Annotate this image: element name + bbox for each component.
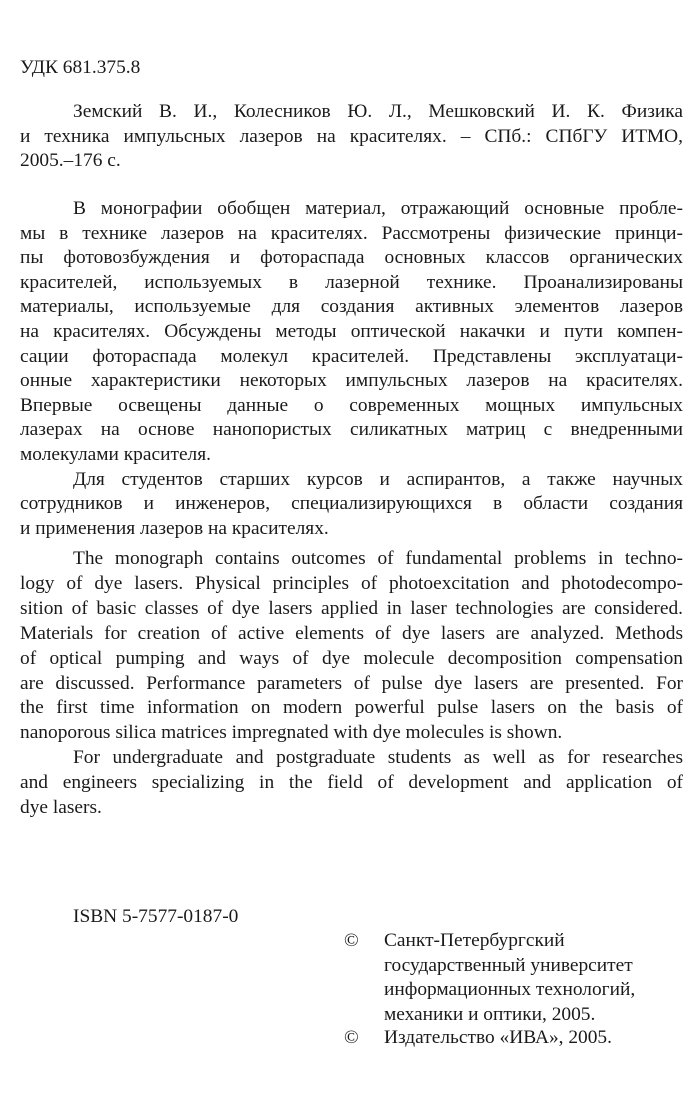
- text-line: sition of basic classes of dye lasers applied in laser technologies are considered.: [20, 597, 683, 619]
- udk-code: УДК 681.375.8: [20, 57, 141, 78]
- copyright-line: Санкт-Петербургский: [384, 930, 565, 951]
- text-line: и применения лазеров на красителях.: [20, 517, 329, 539]
- abstract-english: [20, 547, 683, 821]
- citation-line: 2005.–176 с.: [20, 150, 121, 171]
- text-line: сотрудников и инженеров, специализирующихся в области создания: [20, 493, 683, 515]
- text-line: The monograph contains outcomes of fundamental problems in techno-: [73, 548, 683, 569]
- copyright-holder: [384, 1026, 612, 1051]
- text-line: of optical pumping and ways of dye molecule decomposition compensation: [20, 647, 683, 669]
- text-line: For undergraduate and postgraduate students as well as for researches: [73, 747, 683, 769]
- citation-line: и техника импульсных лазеров на красителях. – СПб.: СПбГУ ИТМО,: [20, 125, 683, 147]
- copyright-holder: [384, 929, 635, 1027]
- copyright-icon: ©: [344, 1027, 359, 1048]
- text-line: красителей, используемых в лазерной технике. Проанализированы: [20, 271, 683, 293]
- text-line: logy of dye lasers. Physical principles of photoexcitation and photodecompo-: [20, 572, 683, 594]
- text-line: онные характеристики некоторых импульсных лазеров на красителях.: [20, 370, 683, 392]
- text-line: dye lasers.: [20, 797, 102, 819]
- abstract-en-paragraph-2: [20, 746, 683, 821]
- text-line: Materials for creation of active elements of dye lasers are analyzed. Methods: [20, 622, 683, 644]
- isbn-number: ISBN 5-7577-0187-0: [73, 906, 239, 927]
- copyright-line: государственный университет: [384, 954, 633, 976]
- text-line: лазерах на основе нанопористых силикатных матриц с внедренными: [20, 419, 683, 441]
- text-line: мы в технике лазеров на красителях. Рассмотрены физические принци-: [20, 222, 683, 244]
- text-line: the first time information on modern powerful pulse lasers on the basis of: [20, 697, 683, 719]
- abstract-en-paragraph-1: [20, 547, 683, 746]
- abstract-ru-paragraph-2: [20, 468, 683, 542]
- abstract-ru-paragraph-1: [20, 197, 683, 468]
- text-line: В монографии обобщен материал, отражающий основные пробле-: [73, 198, 683, 219]
- text-line: на красителях. Обсуждены методы оптической накачки и пути компен-: [20, 320, 683, 342]
- copyright-line: механики и оптики, 2005.: [384, 1003, 596, 1025]
- copyright-line: Издательство «ИВА», 2005.: [384, 1027, 612, 1048]
- abstract-russian: [20, 197, 683, 541]
- text-line: are discussed. Performance parameters of pulse dye lasers are presented. For: [20, 672, 683, 694]
- text-line: and engineers specializing in the field of development and application of: [20, 772, 683, 794]
- copyright-icon: ©: [344, 930, 359, 951]
- text-line: Впервые освещены данные о современных мощных импульсных: [20, 394, 683, 416]
- copyright-line: информационных технологий,: [384, 979, 636, 1000]
- text-line: молекулами красителя.: [20, 443, 211, 465]
- text-line: Для студентов старших курсов и аспирантов, а также научных: [73, 468, 683, 490]
- bibliographic-citation: [20, 100, 683, 174]
- citation-line: Земский В. И., Колесников Ю. Л., Мешковский И. К. Физика: [73, 101, 683, 122]
- text-line: пы фотовозбуждения и фотораспада основных классов органических: [20, 247, 683, 269]
- text-line: nanoporous silica matrices impregnated with dye molecules is shown.: [20, 722, 563, 744]
- text-line: сации фотораспада молекул красителей. Представлены эксплуатаци-: [20, 345, 683, 367]
- text-line: материалы, используемые для создания активных элементов лазеров: [20, 296, 683, 318]
